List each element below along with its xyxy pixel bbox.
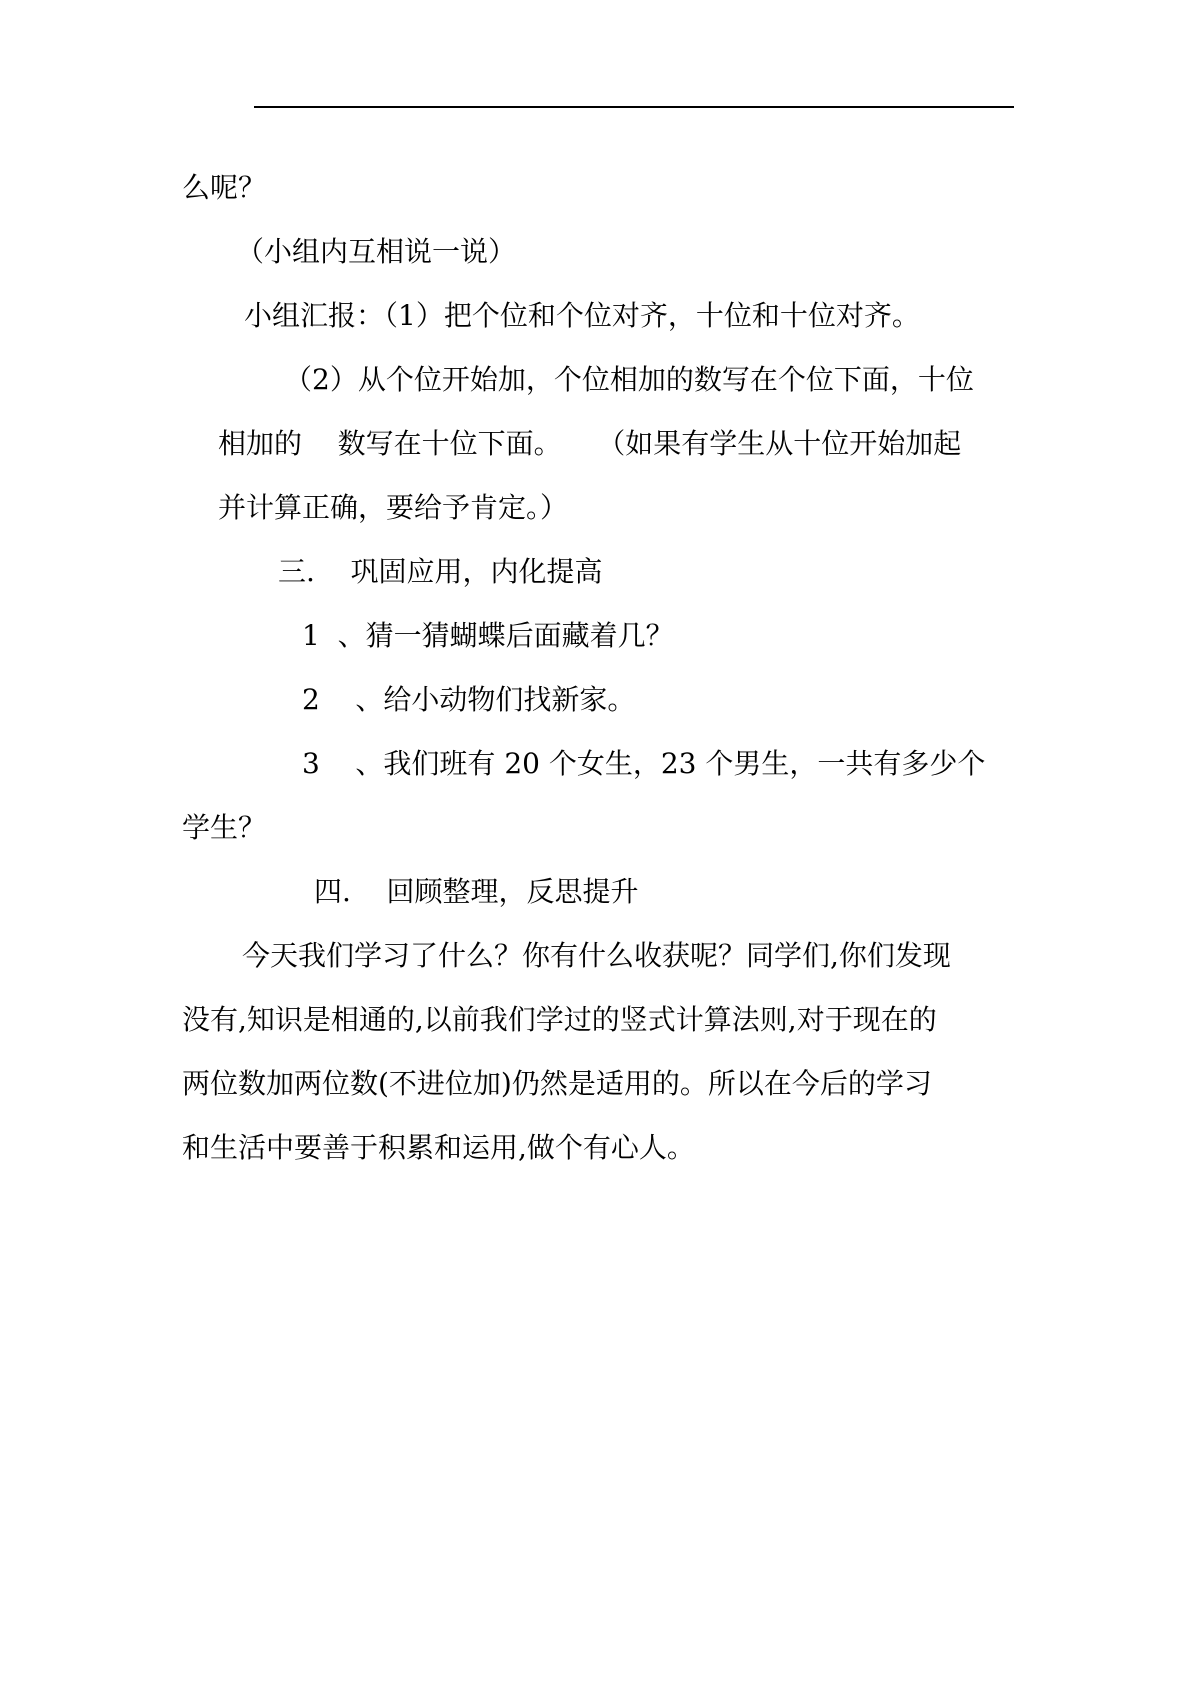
header-rule <box>254 106 1014 108</box>
text-line-6: 并计算正确，要给予肯定。） <box>218 491 569 524</box>
paragraph-line-1: 今天我们学习了什么？你有什么收获呢？同学们,你们发现 <box>242 939 951 972</box>
paragraph-line-2: 没有,知识是相通的,以前我们学过的竖式计算法则,对于现在的 <box>182 1003 937 1036</box>
list-item-1: 1 、猜一猜蝴蝶后面藏着几？ <box>302 619 674 652</box>
text-line-1: 么呢？ <box>182 171 267 204</box>
paragraph-line-3: 两位数加两位数(不进位加)仍然是适用的。所以在今后的学习 <box>182 1067 932 1100</box>
list-item-2: 2 、给小动物们找新家。 <box>302 683 636 716</box>
section-heading-4: 四. 回顾整理，反思提升 <box>314 875 639 908</box>
text-line-4: （2）从个位开始加，个位相加的数写在个位下面，十位 <box>284 363 974 396</box>
list-item-3: 3 、我们班有 20 个女生，23 个男生，一共有多少个 <box>302 747 986 780</box>
text-line-11: 学生？ <box>182 811 267 844</box>
section-heading-3: 三. 巩固应用，内化提高 <box>278 555 603 588</box>
text-line-3: 小组汇报：（1）把个位和个位对齐，十位和十位对齐。 <box>244 299 920 332</box>
text-line-2: （小组内互相说一说） <box>236 235 517 268</box>
text-line-5: 相加的 数写在十位下面。 （如果有学生从十位开始加起 <box>218 427 962 460</box>
paragraph-line-4: 和生活中要善于积累和运用,做个有心人。 <box>182 1131 695 1164</box>
